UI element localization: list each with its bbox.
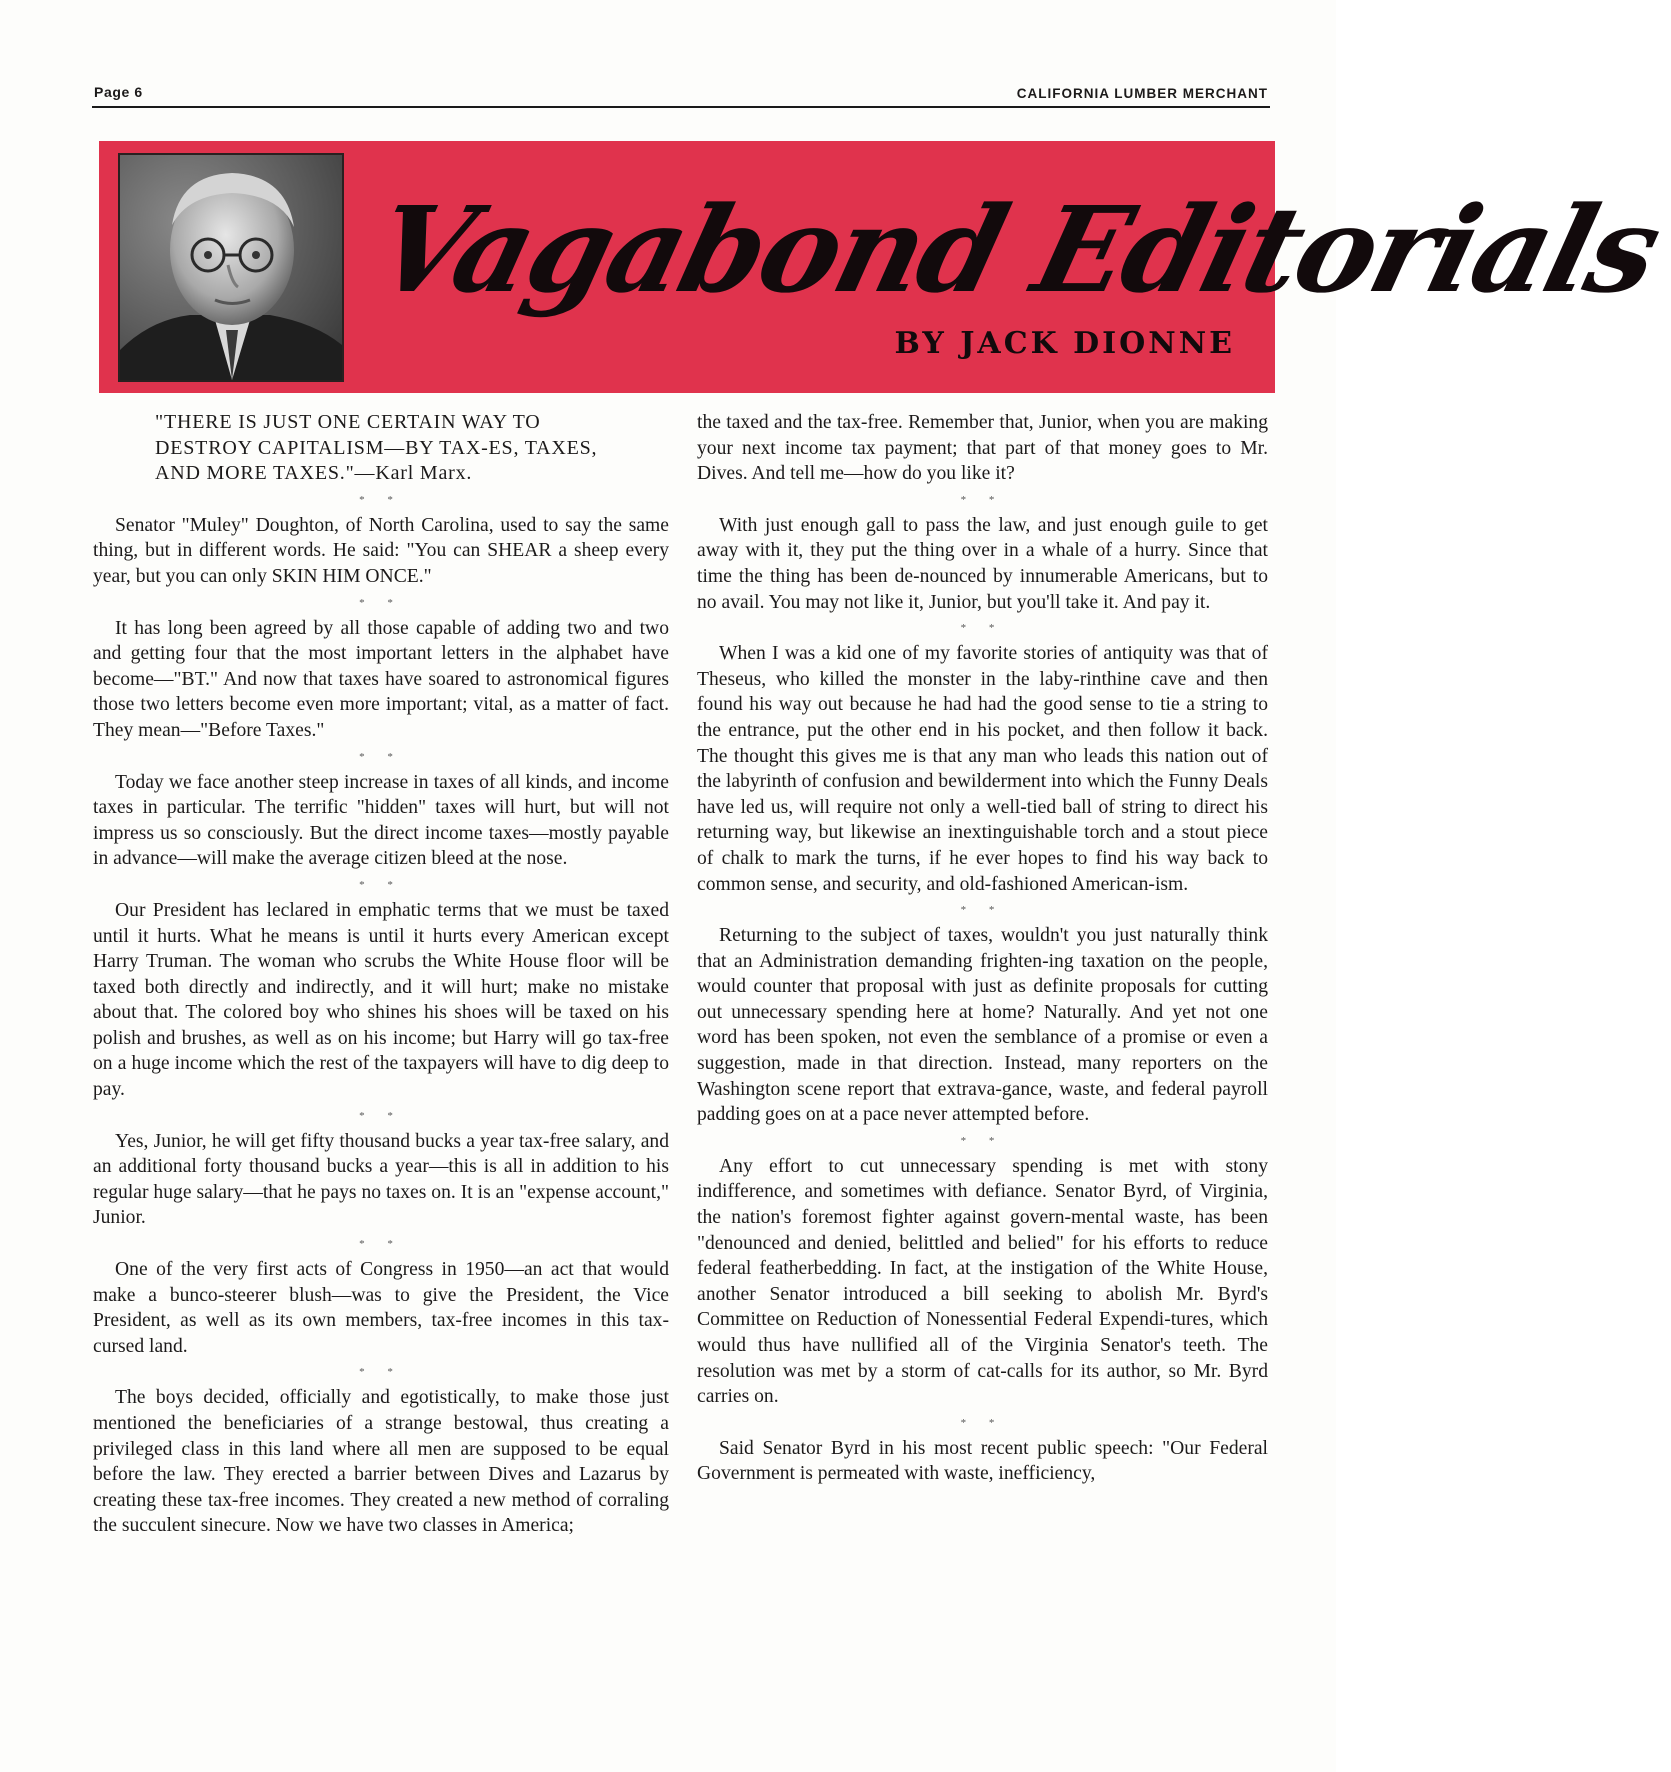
column-title: Vagabond Editorials — [361, 180, 1671, 319]
author-byline: BY JACK DIONNE — [894, 326, 1235, 361]
paragraph: One of the very first acts of Congress in 1950—an act that would make a bunco-steerer blush—was to give the President, the Vice President, as well as its own members, tax-free incomes in this tax-cursed land. — [93, 1259, 669, 1357]
portrait-photo — [120, 155, 342, 380]
section-separator: * * — [359, 596, 403, 609]
paragraph: Today we face another steep increase in taxes of all kinds, and income taxes in particular. The terrific "hidden" taxes will hurt, but will not impress us so consciously. But the direct income taxes—mostly payable in advance—will make the average citizen bleed at the nose. — [93, 771, 669, 870]
section-separator: * * — [960, 1134, 1005, 1147]
paragraph: When I was a kid one of my favorite stories of antiquity was that of Theseus, who killed the monster in the laby-rinthine cave and then found his way out because he had had the good sense to tie a string to the entrance, put the other end in his pocket, and then follow it back. The thought this gives me is that any man who leads this nation out of the labyrinth of confusion and bewilderment into which the Funny Deals have led us, will require not only a well-tied ball of string to direct his returning way, but likewise an inextinguishable torch and a stout piece of chalk to mark the turns, if he ever hopes to find his way back to common sense, and security, and old-fashioned American-ism. — [697, 643, 1268, 895]
paragraph: Returning to the subject of taxes, wouldn't you just naturally think that an Administration demanding frighten-ing taxation on the people, would counter that proposal with just as definite proposals for cutting out unnecessary spending here at home? Naturally. And yet not one word has been spoken, not even the semblance of a promise or even a suggestion, made in that direction. Instead, many reporters on the Washington scene report that extrava-gance, waste, and federal payroll padding goes on at a pace never attempted before. — [697, 925, 1268, 1126]
section-separator: * * — [960, 493, 1005, 506]
page-number: Page 6 — [94, 84, 143, 100]
section-separator: * * — [359, 750, 403, 763]
section-separator: * * — [359, 1238, 403, 1251]
paragraph: Said Senator Byrd in his most recent public speech: "Our Federal Government is permeated with waste, inefficiency, — [697, 1437, 1268, 1485]
left-column — [93, 410, 669, 1539]
paragraph: Senator "Muley" Doughton, of North Carolina, used to say the same thing, but in different words. He said: "You can SHEAR a sheep every year, but you can only SKIN HIM ONCE." — [93, 514, 669, 587]
paragraph: Any effort to cut unnecessary spending is met with stony indifference, and sometimes with defiance. Senator Byrd, of Virginia, the nation's foremost fighter against govern-mental waste, has been "denounced and denied, belittled and belied" for his efforts to reduce federal featherbedding. In fact, at the instigation of the White House, another Senator introduced a bill seeking to abolish Mr. Byrd's Committee on Reduction of Nonessential Federal Expendi-tures, which would thus have nullified all of the Virginia Senator's teeth. The resolution was met by a storm of cat-calls for its author, so Mr. Byrd carries on. — [697, 1155, 1268, 1408]
section-separator: * * — [960, 622, 1005, 635]
section-separator: * * — [359, 493, 403, 506]
paragraph: Our President has leclared in emphatic terms that we must be taxed until it hurts. What he means is until it hurts every American except Harry Truman. The woman who scrubs the White House floor will be taxed both directly and indirectly, and it will hurt; make no mistake about that. The colored boy who shines his shoes will be taxed on his polish and brushes, as well as on his income; but Harry will go tax-free on a huge income which the rest of the taxpayers will have to dig deep to pay. — [93, 899, 669, 1101]
section-separator: * * — [359, 1366, 403, 1379]
author-portrait — [118, 153, 344, 382]
section-separator: * * — [960, 904, 1005, 917]
running-header — [92, 84, 1270, 108]
paragraph: It has long been agreed by all those capable of adding two and two and getting four that the most important letters in the alphabet have become—"BT." And now that taxes have soared to astronomical figures those two letters become even more important; vital, as a matter of fact. They mean—"Before Taxes." — [93, 617, 669, 741]
opening-quote: "THERE IS JUST ONE CERTAIN WAY TO DESTROY CAPITALISM—BY TAX-ES, TAXES, AND MORE TAXES."—Karl Marx. — [155, 411, 598, 485]
paragraph: With just enough gall to pass the law, and just enough guile to get away with it, they put the thing over in a whale of a hurry. Since that time the thing has been de-nounced by innumerable Americans, but to no avail. You may not like it, Junior, but you'll take it. And pay it. — [697, 514, 1268, 613]
paragraph: Yes, Junior, he will get fifty thousand bucks a year tax-free salary, and an additional forty thousand bucks a year—this is all in addition to his regular huge salary—that he pays no taxes on. It is an "expense account," Junior. — [93, 1130, 669, 1229]
section-separator: * * — [359, 878, 403, 891]
column-banner — [99, 141, 1671, 393]
right-column — [697, 410, 1268, 1487]
section-separator: * * — [359, 1109, 403, 1122]
publication-name: CALIFORNIA LUMBER MERCHANT — [1016, 86, 1268, 101]
paragraph: The boys decided, officially and egotistically, to make those just mentioned the beneficiaries of a strange bestowal, thus creating a privileged class in this land where all men are supposed to be equal before the law. They erected a barrier between Dives and Lazarus by creating these tax-free incomes. They created a new method of corraling the succulent sinecure. Now we have two classes in America; — [93, 1387, 669, 1537]
paragraph: the taxed and the tax-free. Remember that, Junior, when you are making your next income tax payment; that part of that money goes to Mr. Dives. And tell me—how do you like it? — [697, 412, 1268, 485]
section-separator: * * — [960, 1416, 1005, 1429]
